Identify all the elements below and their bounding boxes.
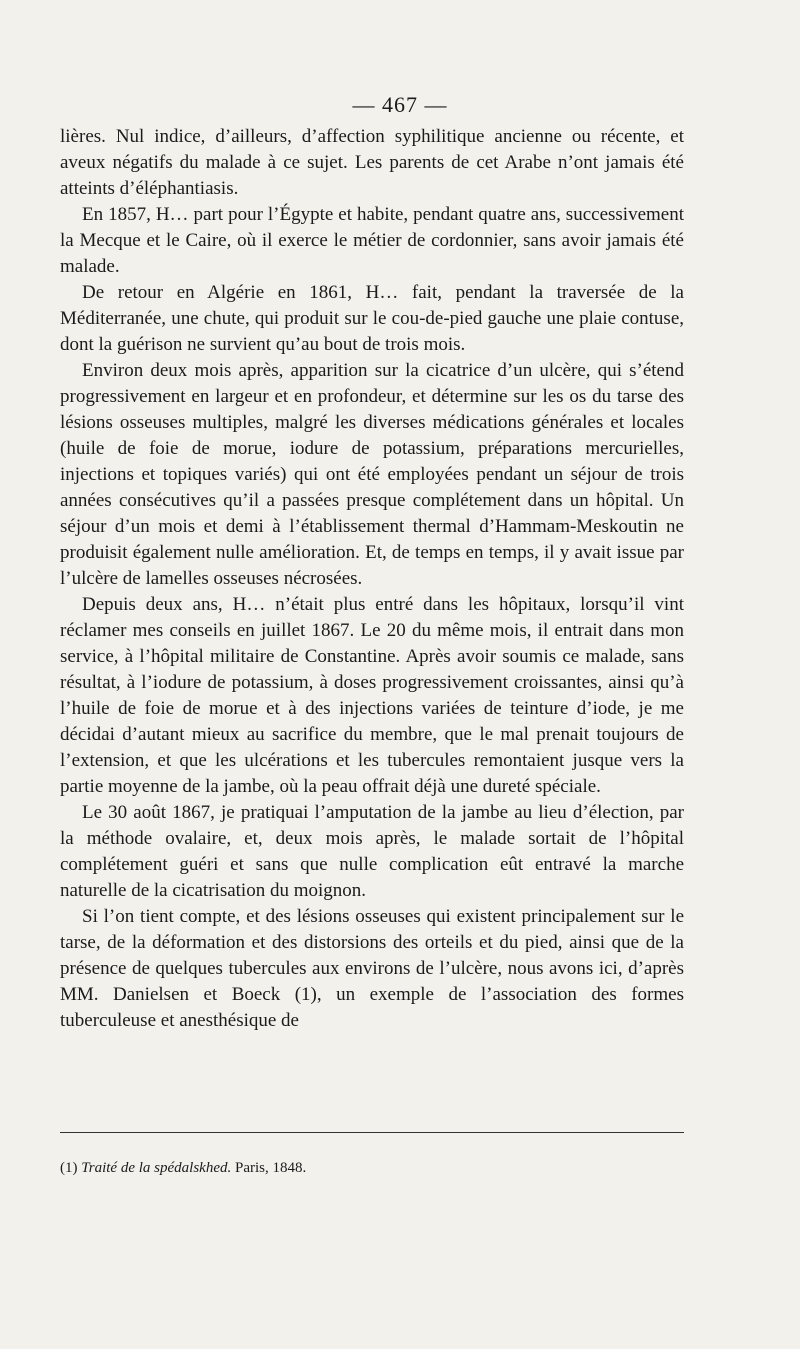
paragraph: En 1857, H… part pour l’Égypte et habite, pendant quatre ans, successivement la Mecque et le Caire, où il exerce le métier de cordonnier, sans avoir jamais été malade.	[60, 204, 684, 277]
footnote	[60, 1158, 684, 1178]
paragraph: Si l’on tient compte, et des lésions osseuses qui existent principalement sur le tarse, de la déformation et des distorsions des orteils et du pied, ainsi que de la présence de quelques tubercules aux environs de l’ulcère, nous avons ici, d’après MM. Danielsen et Boeck (1), un exemple de l’association des formes tuberculeuse et anesthésique de	[60, 906, 684, 1031]
page-number: — 467 —	[352, 92, 448, 117]
footnote-title: Traité de la spédalskhed.	[81, 1160, 232, 1176]
paragraph: Depuis deux ans, H… n’était plus entré dans les hôpitaux, lorsqu’il vint réclamer mes conseils en juillet 1867. Le 20 du même mois, il entrait dans mon service, à l’hôpital militaire de Constantine. Après avoir soumis ce malade, sans résultat, à l’iodure de potassium, à doses progressivement croissantes, ainsi qu’à l’huile de foie de morue et à des injections variées de teinture d’iode, je me décidai d’autant mieux au sacrifice du membre, que le mal prenait toujours de l’extension, et que les ulcérations et les tubercules remontaient jusque vers la partie moyenne de la jambe, où la peau offrait déjà une dureté spéciale.	[60, 594, 684, 797]
paragraph: De retour en Algérie en 1861, H… fait, pendant la traversée de la Méditerranée, une chute, qui produit sur le cou-de-pied gauche une plaie contuse, dont la guérison ne survient qu’au bout de trois mois.	[60, 282, 684, 355]
paragraph: Environ deux mois après, apparition sur la cicatrice d’un ulcère, qui s’étend progressivement en largeur et en profondeur, et détermine sur les os du tarse des lésions osseuses multiples, malgré les diverses médications générales et locales (huile de foie de morue, iodure de potassium, préparations mercurielles, injections et topiques variés) qui ont été employées pendant un séjour de trois années consécutives qu’il a passées presque complétement dans un hôpital. Un séjour d’un mois et demi à l’établissement thermal d’Hammam-Meskoutin ne produisit également nulle amélioration. Et, de temps en temps, il y avait issue par l’ulcère de lamelles osseuses nécrosées.	[60, 360, 684, 589]
footnote-rest: Paris, 1848.	[235, 1160, 307, 1176]
paragraph: lières. Nul indice, d’ailleurs, d’affection syphilitique ancienne ou récente, et aveux négatifs du malade à ce sujet. Les parents de cet Arabe n’ont jamais été atteints d’éléphantiasis.	[60, 126, 684, 199]
footnote-marker: (1)	[60, 1160, 78, 1176]
body-text	[60, 124, 684, 1034]
paragraph: Le 30 août 1867, je pratiquai l’amputation de la jambe au lieu d’élection, par la méthode ovalaire, et, deux mois après, le malade sortait de l’hôpital complétement guéri et sans que nulle complication eût entravé la marche naturelle de la cicatrisation du moignon.	[60, 802, 684, 901]
footnote-divider	[60, 1132, 684, 1133]
